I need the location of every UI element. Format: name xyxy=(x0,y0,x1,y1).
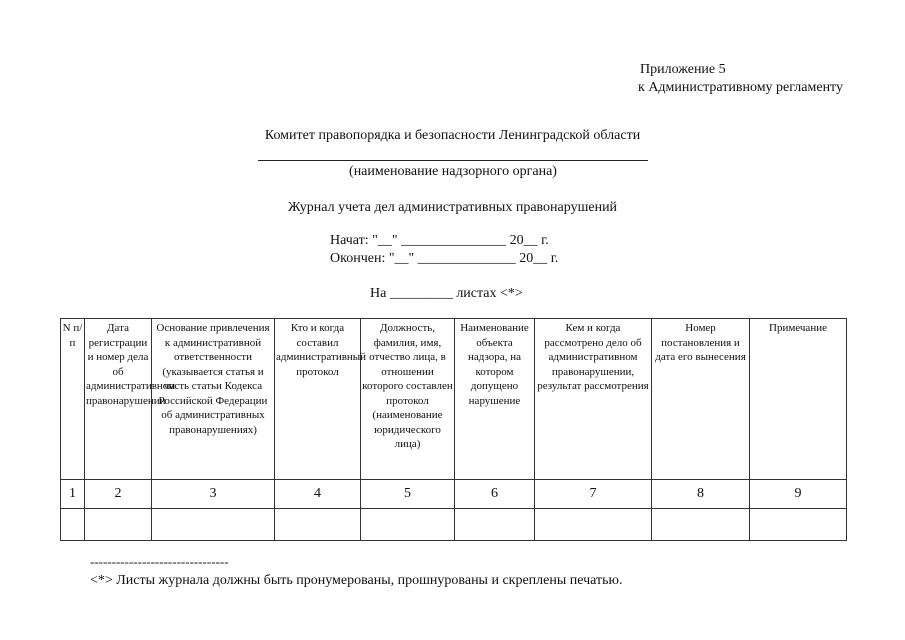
footnote-separator: -------------------------------- xyxy=(90,554,229,569)
table-cell xyxy=(275,509,361,541)
table-cell xyxy=(652,509,750,541)
table-cell xyxy=(361,509,455,541)
table-cell xyxy=(152,509,275,541)
column-number: 3 xyxy=(152,480,275,509)
journal-started-line: Начат: "__" _______________ 20__ г. xyxy=(330,233,549,248)
table-number-row xyxy=(61,480,847,509)
journal-sheets-line: На _________ листах <*> xyxy=(370,286,523,301)
column-number: 8 xyxy=(652,480,750,509)
column-number: 1 xyxy=(61,480,85,509)
column-number: 6 xyxy=(455,480,535,509)
column-header-review: Кем и когда рассмотрено дело об административном правонарушении, результат рассмотрения xyxy=(535,319,652,480)
appendix-reference: к Административному регламенту xyxy=(638,80,843,95)
footnote-text: <*> Листы журнала должны быть пронумерованы, прошнурованы и скреплены печатью. xyxy=(90,573,623,588)
column-header-person: Должность, фамилия, имя, отчество лица, в отношении которого составлен протокол (наименование юридического лица) xyxy=(361,319,455,480)
table-cell xyxy=(535,509,652,541)
table-header-row xyxy=(61,319,847,480)
journal-table xyxy=(60,318,847,541)
column-header-basis: Основание привлечения к административной ответственности (указывается статья и часть статьи Кодекса Российской Федерации об административных правонарушениях) xyxy=(152,319,275,480)
table-row xyxy=(61,509,847,541)
table-cell xyxy=(61,509,85,541)
column-header-object: Наименование объекта надзора, на котором допущено нарушение xyxy=(455,319,535,480)
journal-title: Журнал учета дел административных правонарушений xyxy=(287,200,618,215)
column-header-protocol-author: Кто и когда составил административный протокол xyxy=(275,319,361,480)
column-header-note: Примечание xyxy=(750,319,847,480)
journal-ended-line: Окончен: "__" ______________ 20__ г. xyxy=(330,251,559,266)
column-number: 4 xyxy=(275,480,361,509)
organization-underline xyxy=(258,160,648,161)
column-number: 7 xyxy=(535,480,652,509)
organization-caption: (наименование надзорного органа) xyxy=(349,164,557,179)
organization-name: Комитет правопорядка и безопасности Ленинградской области xyxy=(264,128,641,143)
table-cell xyxy=(750,509,847,541)
appendix-number: Приложение 5 xyxy=(640,62,726,77)
column-number: 2 xyxy=(85,480,152,509)
column-number: 5 xyxy=(361,480,455,509)
table-cell xyxy=(85,509,152,541)
column-number: 9 xyxy=(750,480,847,509)
column-header-number: N п/п xyxy=(61,319,85,480)
table-cell xyxy=(455,509,535,541)
column-header-resolution: Номер постановления и дата его вынесения xyxy=(652,319,750,480)
column-header-registration: Дата регистрации и номер дела об административном правонарушении xyxy=(85,319,152,480)
